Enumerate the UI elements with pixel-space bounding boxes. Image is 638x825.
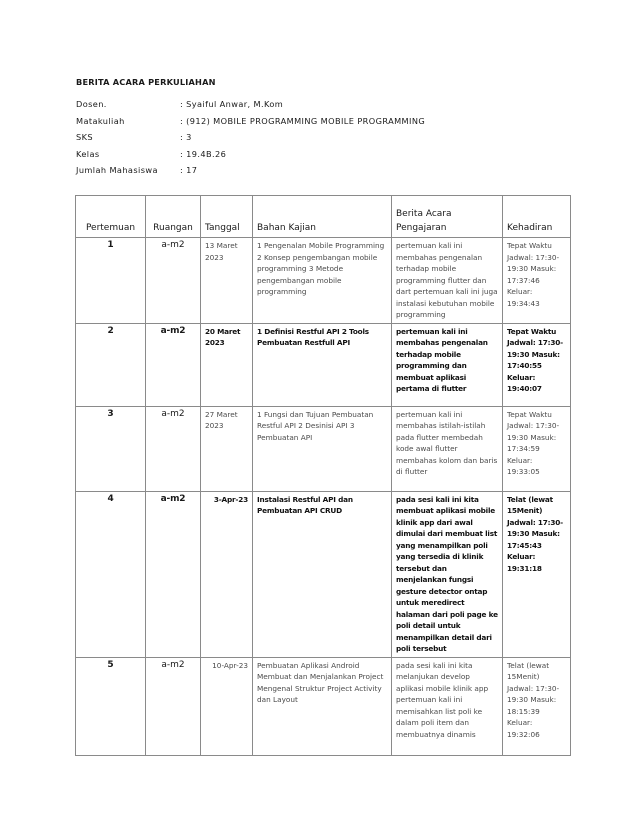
cell-pertemuan: 3 [76, 406, 146, 491]
info-value: : 17 [180, 165, 198, 175]
cell-kehadiran: Tepat Waktu Jadwal: 17:30-19:30 Masuk: 17:40:55 Keluar: 19:40:07 [503, 323, 571, 406]
header-pertemuan: Pertemuan [76, 196, 146, 238]
cell-ruangan: a-m2 [146, 238, 201, 324]
cell-berita-acara: pada sesi kali ini kita melanjukan develop aplikasi mobile klinik app pertemuan kali ini memisahkan list poli ke dalam poli item dan membuatnya dinamis [392, 657, 503, 755]
info-label: Matakuliah [76, 115, 125, 126]
cell-berita-acara: pada sesi kali ini kita membuat aplikasi mobile klinik app dari awal dimulai dari membuat list yang menampilkan poli yang tersedia di klinik tersebut dan menjelankan fungsi gesture detector ontap untuk meredirect halaman dari poli page ke poli detail untuk menampilkan detail dari poli tersebut [392, 491, 503, 657]
header-ruangan: Ruangan [146, 196, 201, 238]
cell-pertemuan: 2 [76, 323, 146, 406]
info-value: : Syaiful Anwar, M.Kom [180, 99, 284, 109]
cell-tanggal: 3-Apr-23 [201, 491, 253, 657]
table-row [76, 406, 571, 491]
cell-tanggal: 10-Apr-23 [201, 657, 253, 755]
cell-ruangan: a-m2 [146, 657, 201, 755]
table-row [76, 491, 571, 657]
cell-kehadiran: Telat (lewat 15Menit) Jadwal: 17:30-19:30 Masuk: 18:15:39 Keluar: 19:32:06 [503, 657, 571, 755]
cell-pertemuan: 4 [76, 491, 146, 657]
header-tanggal: Tanggal [201, 196, 253, 238]
cell-bahan-kajian: 1 Pengenalan Mobile Programming 2 Konsep pengembangan mobile programming 3 Metode pengembangan mobile programming [253, 238, 392, 324]
info-label: Jumlah Mahasiswa [76, 165, 158, 175]
cell-tanggal: 20 Maret 2023 [201, 323, 253, 406]
cell-berita-acara: pertemuan kali ini membahas pengenalan terhadap mobile programming flutter dan dart pertemuan kali ini juga instalasi kebutuhan mobile programming [392, 238, 503, 324]
cell-berita-acara: pertemuan kali ini membahas istilah-istilah pada flutter membedah kode awal flutter membahas kolom dan baris di flutter [392, 406, 503, 491]
table-header-row [76, 196, 571, 238]
cell-bahan-kajian: 1 Definisi Restful API 2 Tools Pembuatan Restfull API [253, 323, 392, 406]
cell-bahan-kajian: Pembuatan Aplikasi Android Membuat dan Menjalankan Project Mengenal Struktur Project Activity dan Layout [253, 657, 392, 755]
info-label: Dosen. [76, 99, 107, 109]
info-row-matakuliah [76, 116, 425, 133]
header-kehadiran: Kehadiran [503, 196, 571, 238]
info-row-jumlah-mahasiswa [76, 165, 425, 182]
cell-pertemuan: 5 [76, 657, 146, 755]
header-berita-acara: Berita Acara Pengajaran [392, 196, 503, 238]
info-label: SKS [76, 132, 93, 142]
info-row-sks [76, 132, 425, 149]
cell-bahan-kajian: Instalasi Restful API dan Pembuatan API CRUD [253, 491, 392, 657]
info-row-dosen [76, 99, 425, 116]
cell-kehadiran: Tepat Waktu Jadwal: 17:30-19:30 Masuk: 17:37:46 Keluar: 19:34:43 [503, 238, 571, 324]
table-row [76, 238, 571, 324]
table-row [76, 323, 571, 406]
cell-ruangan: a-m2 [146, 491, 201, 657]
info-row-kelas [76, 149, 425, 166]
cell-tanggal: 27 Maret 2023 [201, 406, 253, 491]
course-info [76, 99, 425, 182]
document-title: BERITA ACARA PERKULIAHAN [76, 77, 216, 87]
cell-ruangan: a-m2 [146, 323, 201, 406]
info-value: : 19.4B.26 [180, 148, 227, 159]
header-bahan-kajian: Bahan Kajian [253, 196, 392, 238]
attendance-table [75, 195, 571, 756]
cell-tanggal: 13 Maret 2023 [201, 238, 253, 324]
cell-bahan-kajian: 1 Fungsi dan Tujuan Pembuatan Restful API 2 Desinisi API 3 Pembuatan API [253, 406, 392, 491]
info-value: : (912) MOBILE PROGRAMMING MOBILE PROGRAMMING [180, 115, 426, 126]
cell-berita-acara: pertemuan kali ini membahas pengenalan terhadap mobile programming dan membuat aplikasi pertama di flutter [392, 323, 503, 406]
cell-kehadiran: Tepat Waktu Jadwal: 17:30-19:30 Masuk: 17:34:59 Keluar: 19:33:05 [503, 406, 571, 491]
table-row [76, 657, 571, 755]
cell-kehadiran: Telat (lewat 15Menit) Jadwal: 17:30-19:30 Masuk: 17:45:43 Keluar: 19:31:18 [503, 491, 571, 657]
cell-ruangan: a-m2 [146, 406, 201, 491]
info-label: Kelas [76, 148, 100, 159]
cell-pertemuan: 1 [76, 238, 146, 324]
info-value: : 3 [180, 132, 192, 142]
